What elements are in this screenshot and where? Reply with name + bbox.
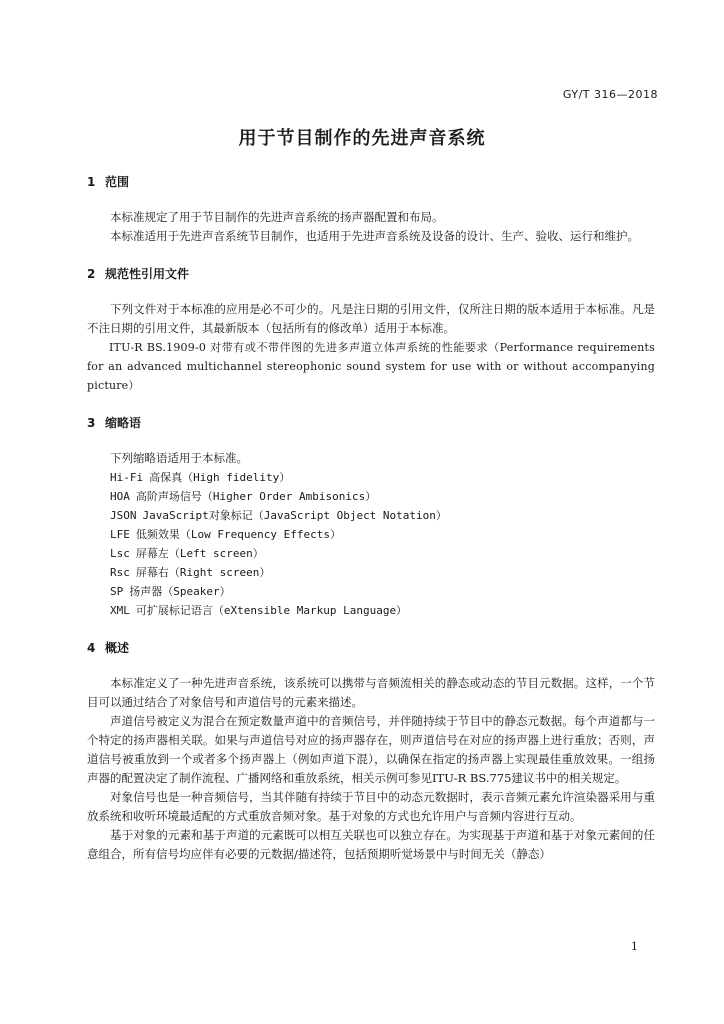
abbreviation-definition: 高阶声场信号（Higher Order Ambisonics） (135, 490, 377, 503)
section-title: 范围 (105, 175, 130, 189)
abbreviation-term: Lsc (110, 547, 130, 560)
overview-paragraph: 声道信号被定义为混合在预定数量声道中的音频信号，并伴随持续于节目中的静态元数据。每个声道都与一个特定的扬声器相关联。如果与声道信号对应的扬声器存在，则声道信号在对应的扬声器上进行重放；否则，声道信号被重放到一个或者多个扬声器上（例如声道下混），以确保在指定的扬声器上实现最佳重放效果。一组扬声器的配置决定了制作流程、广播网络和重放系统，相关示例可参见ITU-R BS.775建议书中的相关规定。 (87, 714, 655, 785)
abbreviations-intro: 下列缩略语适用于本标准。 (110, 451, 248, 465)
overview-paragraph: 基于对象的元素和基于声道的元素既可以相互关联也可以独立存在。为实现基于声道和基于对象元素间的任意组合，所有信号均应伴有必要的元数据/描述符，包括预期听觉场景中与时间无关（静态） (87, 828, 655, 861)
abbreviation-term: JSON (110, 509, 137, 522)
scope-paragraph: 本标准适用于先进声音系统节目制作，也适用于先进声音系统及设备的设计、生产、验收、运行和维护。 (110, 229, 639, 243)
abbreviation-definition: 高保真（High fidelity） (149, 471, 291, 484)
section-number: 2 (87, 267, 96, 281)
standard-code: GY/T 316—2018 (562, 88, 658, 101)
abbreviation-item (110, 525, 655, 544)
scope-paragraph: 本标准规定了用于节目制作的先进声音系统的扬声器配置和布局。 (110, 210, 444, 224)
abbreviation-item (110, 487, 655, 506)
abbreviation-definition: 扬声器（Speaker） (129, 585, 231, 598)
abbreviation-term: Rsc (110, 566, 130, 579)
abbreviation-item (110, 544, 655, 563)
abbreviation-definition: 屏幕左（Left screen） (135, 547, 264, 560)
document-body (87, 172, 655, 864)
section-heading-scope (87, 172, 655, 192)
overview-paragraph: 本标准定义了一种先进声音系统，该系统可以携带与音频流相关的静态或动态的节目元数据。这样，一个节目可以通过结合了对象信号和声道信号的元素来描述。 (87, 676, 655, 709)
abbreviation-term: Hi-Fi (110, 471, 144, 484)
section-number: 1 (87, 175, 96, 189)
abbreviation-item (110, 563, 655, 582)
section-number: 3 (87, 416, 96, 430)
abbreviation-term: XML (110, 604, 130, 617)
abbreviation-item (110, 468, 655, 487)
abbreviation-definition: 可扩展标记语言（eXtensible Markup Language） (135, 604, 408, 617)
section-heading-normative-references (87, 264, 655, 284)
page-number: 1 (631, 940, 638, 953)
section-number: 4 (87, 641, 96, 655)
abbreviation-item (110, 601, 655, 620)
abbreviation-list (87, 468, 655, 620)
reference-entry: ITU-R BS.1909-0 对带有或不带伴图的先进多声道立体声系统的性能要求（Performance requirements for an advanced multichannel stereophonic sound system for use with or without accompanying picture） (87, 341, 655, 392)
overview-paragraph: 对象信号也是一种音频信号，当其伴随有持续于节目中的动态元数据时，表示音频元素允许渲染器采用与重放系统和收听环境最适配的方式重放音频对象。基于对象的方式也允许用户与音频内容进行互动。 (87, 790, 655, 823)
section-title: 缩略语 (105, 416, 142, 430)
section-heading-abbreviations (87, 413, 655, 433)
abbreviation-definition: 低频效果（Low Frequency Effects） (135, 528, 341, 541)
document-title: 用于节目制作的先进声音系统 (238, 128, 486, 149)
section-title: 规范性引用文件 (105, 267, 190, 281)
abbreviation-definition: JavaScript对象标记（JavaScript Object Notation） (142, 509, 447, 522)
abbreviation-item (110, 582, 655, 601)
abbreviation-term: LFE (110, 528, 130, 541)
abbreviation-definition: 屏幕右（Right screen） (135, 566, 271, 579)
abbreviation-item (110, 506, 655, 525)
section-title: 概述 (105, 641, 130, 655)
references-paragraph: 下列文件对于本标准的应用是必不可少的。凡是注日期的引用文件，仅所注日期的版本适用于本标准。凡是不注日期的引用文件，其最新版本（包括所有的修改单）适用于本标准。 (87, 302, 655, 335)
abbreviation-term: SP (110, 585, 124, 598)
abbreviation-term: HOA (110, 490, 130, 503)
section-heading-overview (87, 638, 655, 658)
